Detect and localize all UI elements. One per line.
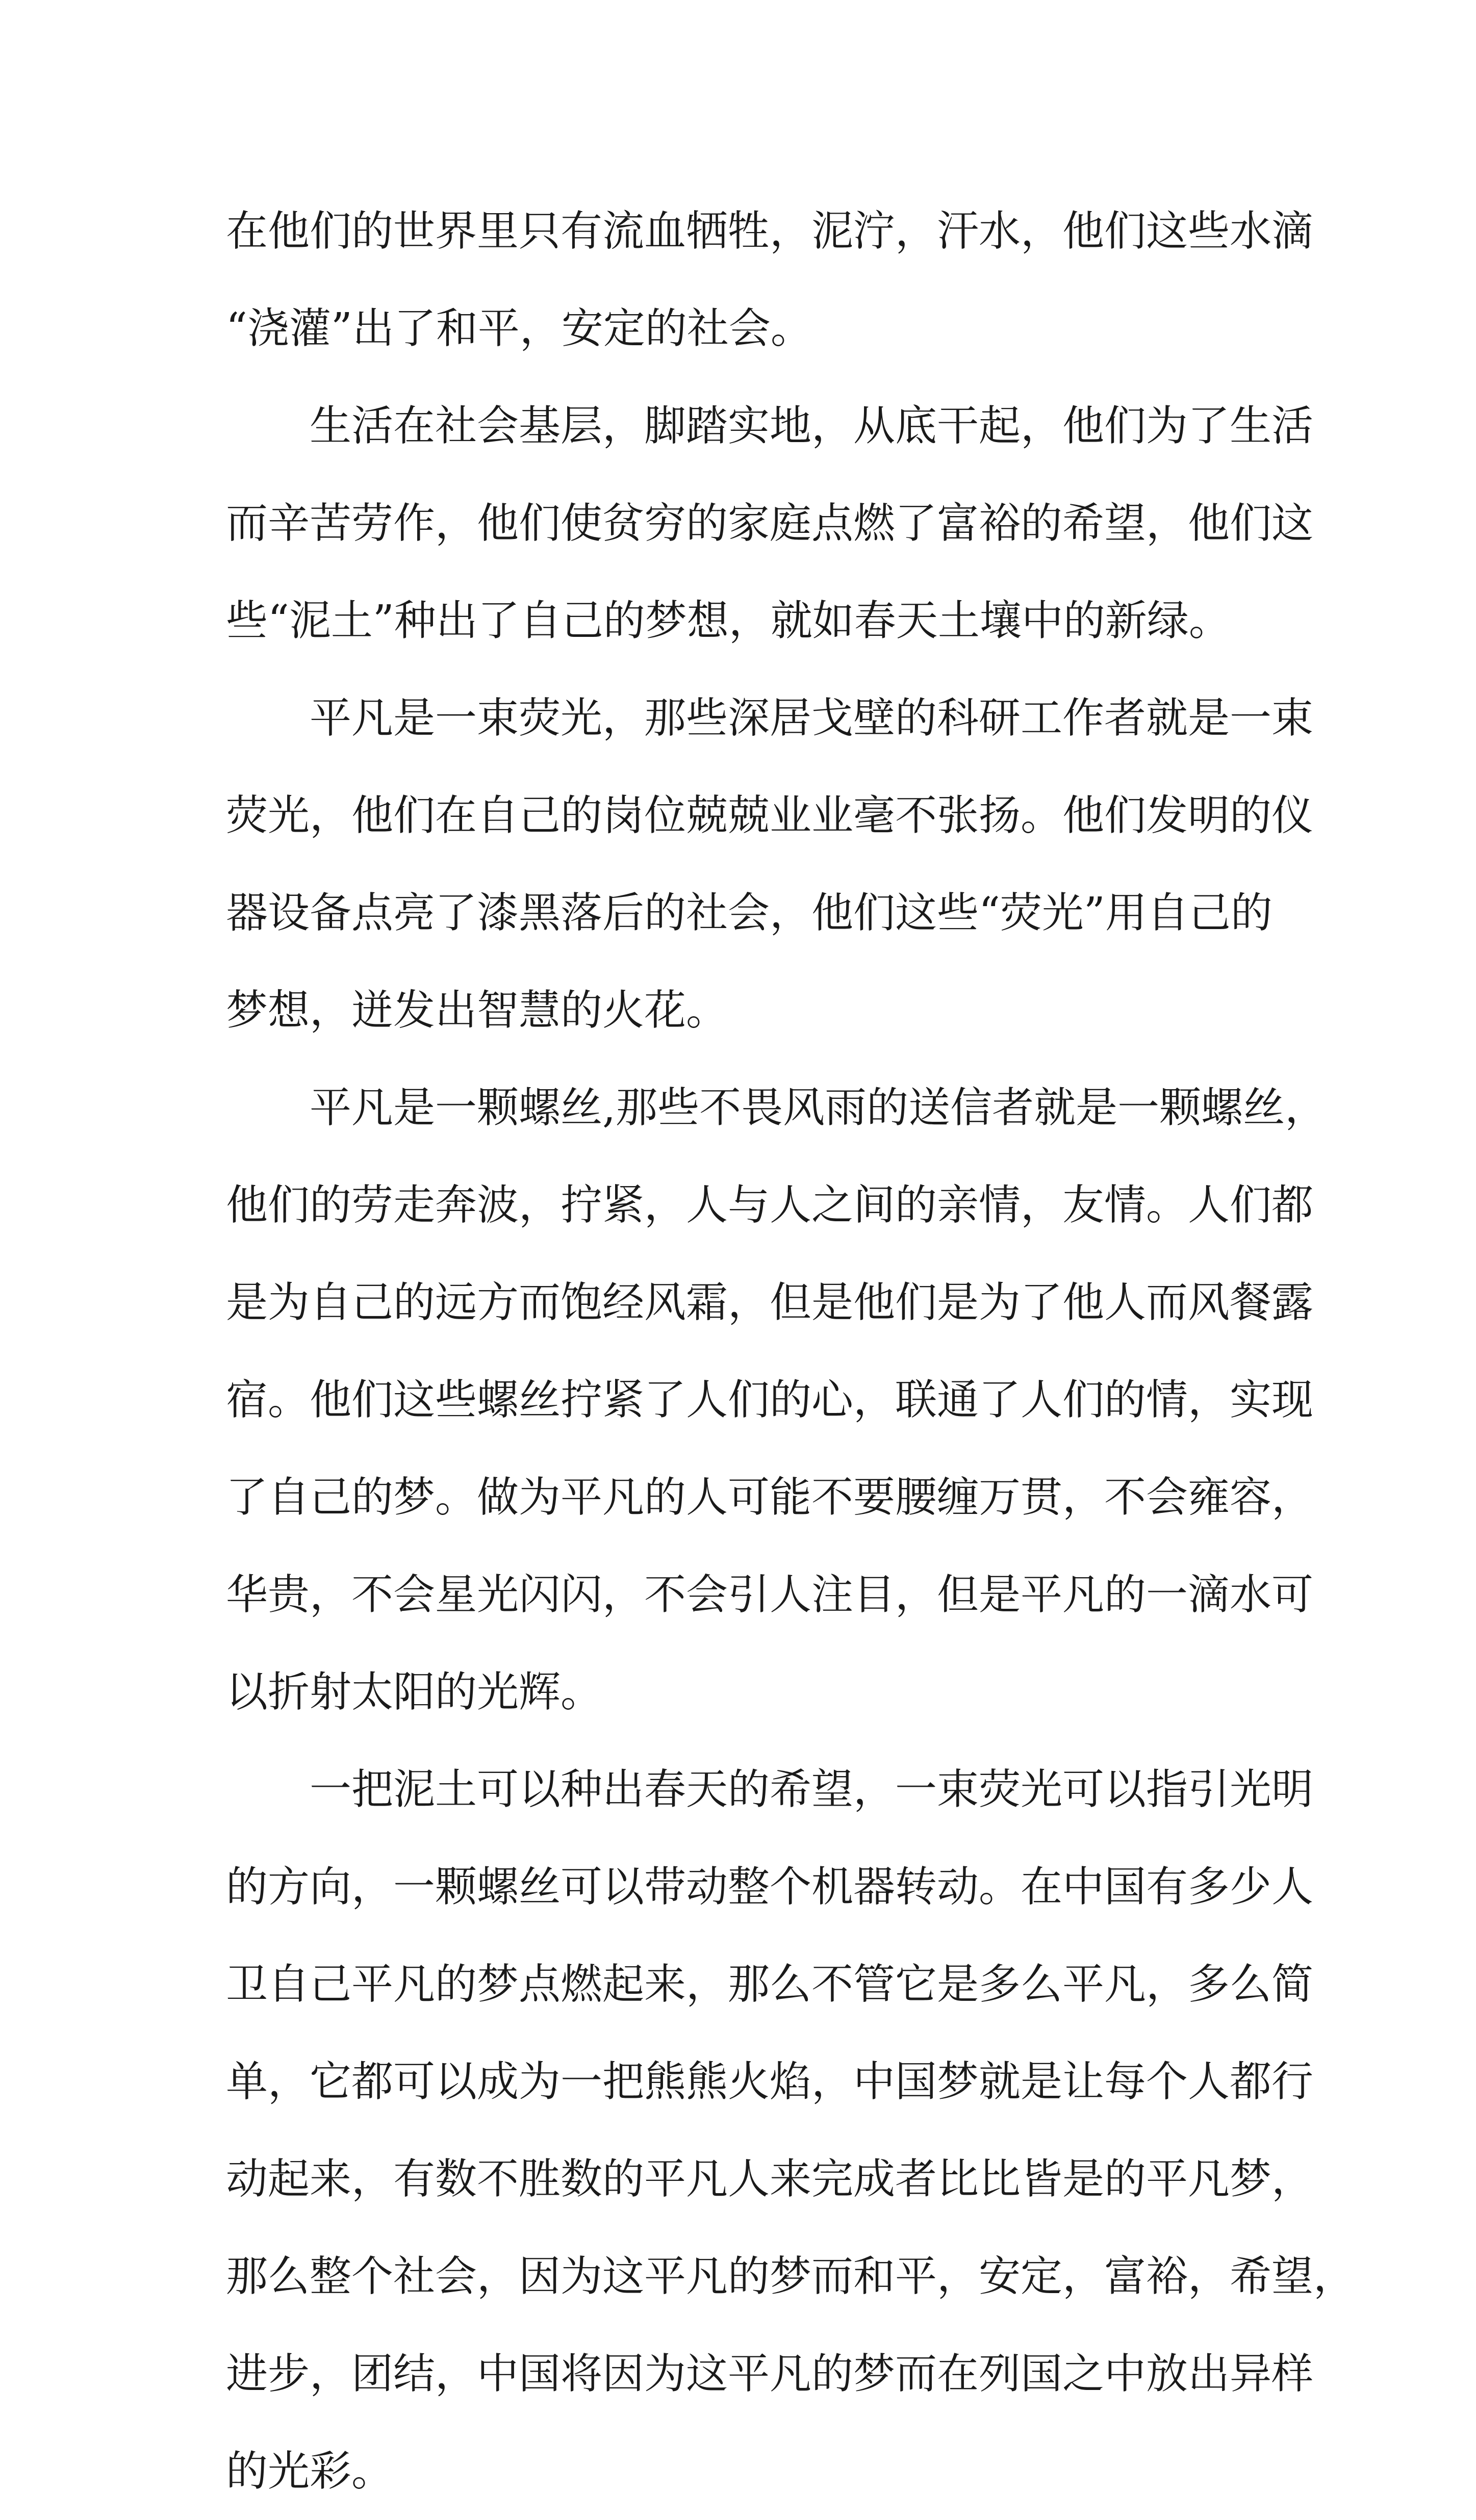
text-line: 的方向，一颗螺丝可以带动整个机器转动。在中国有多少人 xyxy=(226,1863,1314,1911)
text-line: 他们的劳走奔波，拧紧，人与人之间的亲情，友情。人们都 xyxy=(226,1181,1314,1229)
text-line: 器设备点亮了漆黑落后的社会，他们这些“荧光”用自己的 xyxy=(226,889,1273,937)
text-line: 而辛苦劳作，他们使贫穷的家庭点燃了富裕的希望，他们这 xyxy=(226,499,1314,548)
text-line: 荧光，他们在自己的岗位兢兢业业毫不张扬。他们发明的仪 xyxy=(226,791,1314,840)
paragraph-4 xyxy=(226,1059,1327,1741)
paragraph-2 xyxy=(226,377,1314,670)
text-line: 一把泥土可以种出春天的希望，一束荧光可以指引光明 xyxy=(310,1765,1314,1814)
text-line: 宿。他们这些螺丝拧紧了人们的心，联通了人们的情，实现 xyxy=(226,1376,1314,1424)
text-line: 单，它都可以成为一把熊熊火焰，中国梦就是让每个人都行 xyxy=(226,2058,1314,2106)
paragraph-5 xyxy=(226,1741,1356,2520)
text-line: 平凡是一颗螺丝,那些不畏风雨的送信者就是一颗螺丝， xyxy=(310,1084,1327,1132)
text-line: 生活在社会基层，脚踏实地，从底干起，他们为了生活 xyxy=(310,402,1314,450)
text-line: 以折射太阳的光辉。 xyxy=(226,1668,603,1716)
text-line: 梦想，迸发出智慧的火花。 xyxy=(226,986,728,1035)
paragraph-3 xyxy=(226,670,1314,1059)
text-body xyxy=(226,183,1356,2520)
paragraph-1 xyxy=(226,183,1314,377)
text-line: 了自己的梦。做为平凡的人可能不要腰缠万贯，不会雍容， xyxy=(226,1473,1314,1522)
text-line: 些“泥土”种出了自己的梦想，就如春天土壤中的新绿。 xyxy=(226,597,1231,645)
text-line: “浇灌”出了和平，安定的社会。 xyxy=(226,304,812,353)
text-line: 卫自己平凡的梦点燃起来，那么不管它是多么平凡，多么简 xyxy=(226,1960,1314,2009)
text-line: 是为自己的远方而饱经风霜，但是他们是为了他人而风餐露 xyxy=(226,1278,1314,1327)
text-line: 进步，团结，中国将因为这平凡的梦而在列国之中放出异样 xyxy=(226,2350,1314,2398)
text-line: 动起来，有数不胜数的平凡人来完成者比比皆是的平凡梦， xyxy=(226,2155,1314,2203)
text-line: 华贵，不会星光闪闪，不会引人注目，但是平凡的一滴水可 xyxy=(226,1571,1314,1619)
text-line: 那么整个社会，因为这平凡的梦而和平，安定，富裕，希望， xyxy=(226,2252,1356,2301)
text-line: 的光彩。 xyxy=(226,2447,394,2496)
text-line: 在他们的世界里只有流血牺牲，泥泞，汗水，他们这些水滴 xyxy=(226,207,1314,255)
text-line: 平凡是一束荧光，那些深居戈壁的科研工作者就是一束 xyxy=(310,694,1314,742)
